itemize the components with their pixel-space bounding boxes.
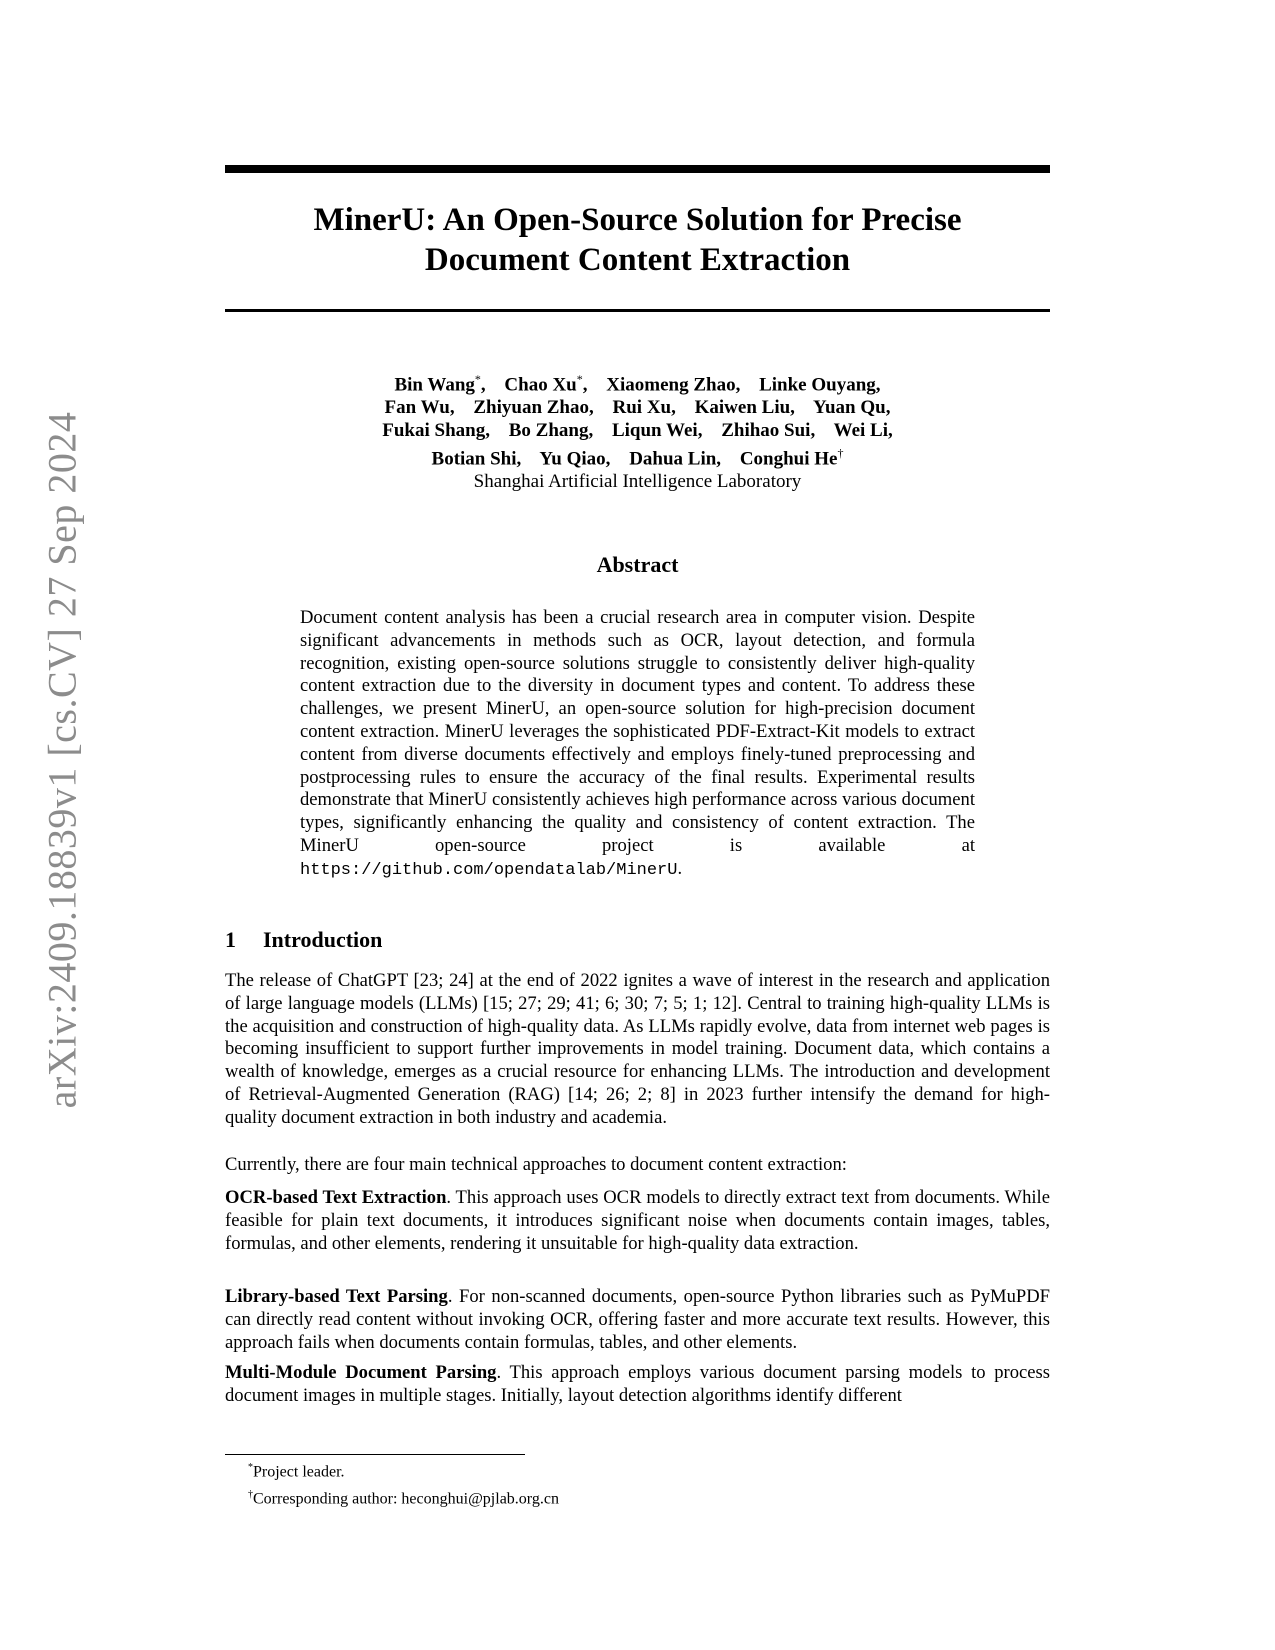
author-name: Zhiyuan Zhao,: [473, 397, 594, 419]
author-line-2: [225, 396, 1050, 419]
approach-label: Library-based Text Parsing: [225, 1286, 448, 1307]
author-line-1: Bin Wang*, Chao Xu*, Xiaomeng Zhao, Linke Ouyang,: [394, 372, 881, 396]
arxiv-stamp: [36, 0, 88, 1650]
intro-paragraph-2: Currently, there are four main technical approaches to document content extraction:: [225, 1154, 847, 1175]
title-line-1: MinerU: An Open-Source Solution for Precise: [313, 202, 962, 238]
author-name: Rui Xu,: [612, 397, 676, 419]
author-name: Yu Qiao,: [539, 448, 611, 470]
author-list: [225, 368, 1050, 471]
author-name: Liqun Wei,: [611, 420, 703, 442]
affiliation: Shanghai Artificial Intelligence Laboratory: [473, 471, 802, 492]
author-name: Conghui He: [739, 448, 838, 470]
equal-contribution-mark: *: [474, 372, 481, 386]
author-name: Zhihao Sui,: [721, 420, 816, 442]
author-name: Bin Wang: [394, 374, 475, 396]
section-number: 1: [225, 927, 236, 952]
author-name: Chao Xu: [504, 374, 577, 396]
corresponding-author-mark: †: [837, 446, 844, 461]
project-url-link[interactable]: https://github.com/opendatalab/MinerU: [300, 860, 678, 880]
intro-paragraph-4: Library-based Text Parsing. For non-scanned documents, open-source Python libraries such as PyMuPDF can directly read content without invoking OCR, offering faster and more accurate text results. However, this approach fails when documents contain formulas, tables, and other elements.: [225, 1286, 1050, 1353]
author-name: Fan Wu,: [384, 397, 455, 419]
author-name: Kaiwen Liu,: [694, 397, 795, 419]
author-name: Xiaomeng Zhao,: [606, 374, 741, 396]
author-name: Bo Zhang,: [508, 420, 594, 442]
section-title: Introduction: [263, 927, 383, 952]
author-name: Botian Shi,: [431, 448, 522, 470]
footnotes: [248, 1456, 559, 1511]
title-rule-top: [225, 165, 1050, 173]
footnote-1: *Project leader.: [248, 1462, 345, 1481]
author-name: Linke Ouyang,: [759, 374, 881, 396]
abstract-body: Document content analysis has been a crucial research area in computer vision. Despite significant advancements in methods such as OCR, layout detection, and formula recognition, existing open-source solutions struggle to consistently deliver high-quality content extraction due to the diversity in document types and content. To address these challenges, we present MinerU, an open-source solution for high-precision document content extraction. MinerU leverages the sophisticated PDF-Extract-Kit models to extract content from diverse documents effectively and employs finely-tuned preprocessing and postprocessing rules to ensure the accuracy of the final results. Experimental results demonstrate that MinerU consistently achieves high performance across various document types, significantly enhancing the quality and consistency of content extraction. The MinerU open-source project is available at https://github.com/opendatalab/MinerU.: [300, 607, 975, 880]
arxiv-identifier: arXiv:2409.18839v1 [cs.CV] 27 Sep 2024: [39, 411, 85, 1109]
author-name: Wei Li,: [833, 420, 893, 442]
intro-paragraph-5: Multi-Module Document Parsing. This approach employs various document parsing models to process document images in multiple stages. Initially, layout detection algorithms identify different: [225, 1362, 1050, 1406]
abstract-text: Document content analysis has been a crucial research area in computer vision. Despite significant advancements in methods such as OCR, layout detection, and formula recognition, existing open-source solutions struggle to consistently deliver high-quality content extraction due to the diversity in document types and content. To address these challenges, we present MinerU, an open-source solution for high-precision document content extraction. MinerU leverages the sophisticated PDF-Extract-Kit models to extract content from diverse documents effectively and employs finely-tuned preprocessing and postprocessing rules to ensure the accuracy of the final results. Experimental results demonstrate that MinerU consistently achieves high performance across various document types, significantly enhancing the quality and consistency of content extraction. The MinerU open-source project is available at: [300, 607, 975, 856]
author-line-3: [225, 419, 1050, 442]
footnote-2: †Corresponding author: heconghui@pjlab.org.cn: [248, 1489, 559, 1508]
section-heading: [225, 927, 382, 953]
approach-label: OCR-based Text Extraction: [225, 1187, 447, 1208]
title-line-2: Document Content Extraction: [424, 242, 851, 278]
author-name: Yuan Qu,: [812, 397, 891, 419]
equal-contribution-mark: *: [576, 372, 583, 386]
approach-label: Multi-Module Document Parsing: [225, 1362, 497, 1383]
author-name: Dahua Lin,: [629, 448, 722, 470]
footnote-divider: [225, 1454, 525, 1455]
author-name: Fukai Shang,: [382, 420, 490, 442]
abstract-heading: Abstract: [596, 552, 679, 577]
intro-paragraph-3: OCR-based Text Extraction. This approach uses OCR models to directly extract text from documents. While feasible for plain text documents, it introduces significant noise when documents contain images, tables, formulas, and other elements, rendering it unsuitable for high-quality data extraction.: [225, 1187, 1050, 1254]
author-line-4: [225, 442, 1050, 470]
paper-title: [225, 200, 1050, 280]
intro-paragraph-1: The release of ChatGPT [23; 24] at the end of 2022 ignites a wave of interest in the research and application of large language models (LLMs) [15; 27; 29; 41; 6; 30; 7; 5; 1; 12]. Central to training high-quality LLMs is the acquisition and construction of high-quality data. As LLMs rapidly evolve, data from internet web pages is becoming insufficient to support further improvements in model training. Document data, which contains a wealth of knowledge, emerges as a crucial resource for enhancing LLMs. The introduction and development of Retrieval-Augmented Generation (RAG) [14; 26; 2; 8] in 2023 further intensify the demand for high-quality document extraction in both industry and academia.: [225, 970, 1050, 1128]
title-rule-bottom: [225, 309, 1050, 312]
